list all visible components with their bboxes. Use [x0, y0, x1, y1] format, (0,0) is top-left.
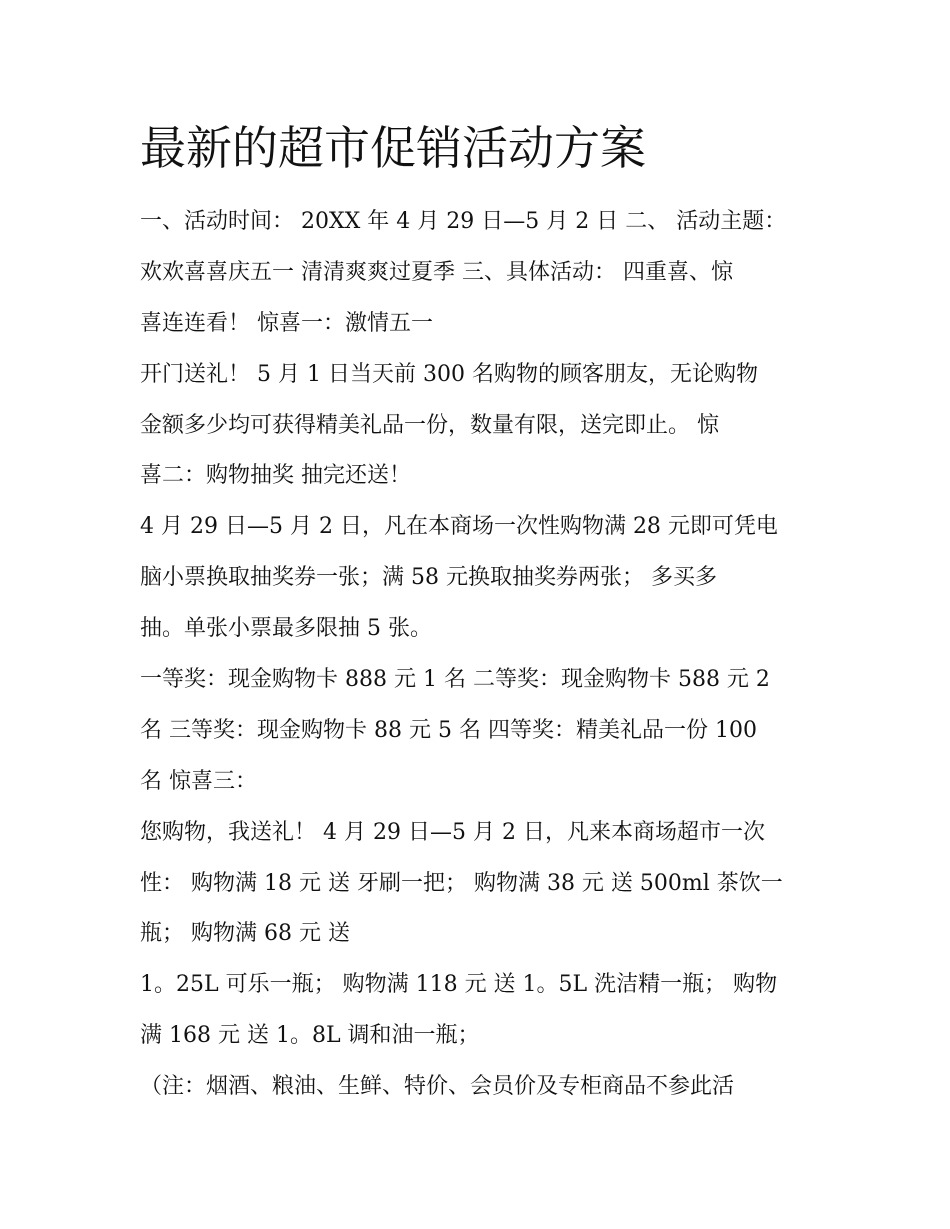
body-line: 一、活动时间： 20XX 年 4 月 29 日—5 月 2 日 二、 活动主题：	[140, 209, 787, 234]
body-line: 开门送礼！ 5 月 1 日当天前 300 名购物的顾客朋友，无论购物	[140, 361, 758, 387]
body-line: 性： 购物满 18 元 送 牙刷一把； 购物满 38 元 送 500ml 茶饮一	[140, 870, 783, 896]
body-line: （注：烟酒、粮油、生鲜、特价、会员价及专柜商品不参此活	[140, 1074, 735, 1100]
body-line: 1。25L 可乐一瓶； 购物满 118 元 送 1。5L 洗洁精一瓶； 购物	[140, 972, 778, 998]
body-line: 喜连连看！ 惊喜一：激情五一	[140, 310, 433, 336]
body-line: 您购物，我送礼！ 4 月 29 日—5 月 2 日，凡来本商场超市一次	[140, 819, 765, 845]
body-line: 喜二：购物抽奖 抽完还送！	[140, 463, 411, 489]
document-title: 最新的超市促销活动方案	[140, 121, 646, 175]
body-line: 金额多少均可获得精美礼品一份，数量有限，送完即止。 惊	[140, 412, 719, 438]
body-line: 满 168 元 送 1。8L 调和油一瓶；	[140, 1023, 480, 1049]
body-line: 瓶； 购物满 68 元 送	[140, 921, 350, 947]
body-line: 名 惊喜三：	[140, 768, 257, 794]
body-line: 欢欢喜喜庆五一 清清爽爽过夏季 三、具体活动： 四重喜、惊	[140, 259, 733, 285]
body-line: 4 月 29 日—5 月 2 日，凡在本商场一次性购物满 28 元即可凭电	[140, 514, 778, 540]
body-line: 一等奖：现金购物卡 888 元 1 名 二等奖：现金购物卡 588 元 2	[140, 667, 770, 693]
body-line: 名 三等奖：现金购物卡 88 元 5 名 四等奖：精美礼品一份 100	[140, 717, 757, 743]
document-body	[140, 197, 820, 1113]
body-line: 抽。单张小票最多限抽 5 张。	[140, 616, 432, 642]
body-line: 脑小票换取抽奖券一张；满 58 元换取抽奖券两张； 多买多	[140, 565, 717, 591]
